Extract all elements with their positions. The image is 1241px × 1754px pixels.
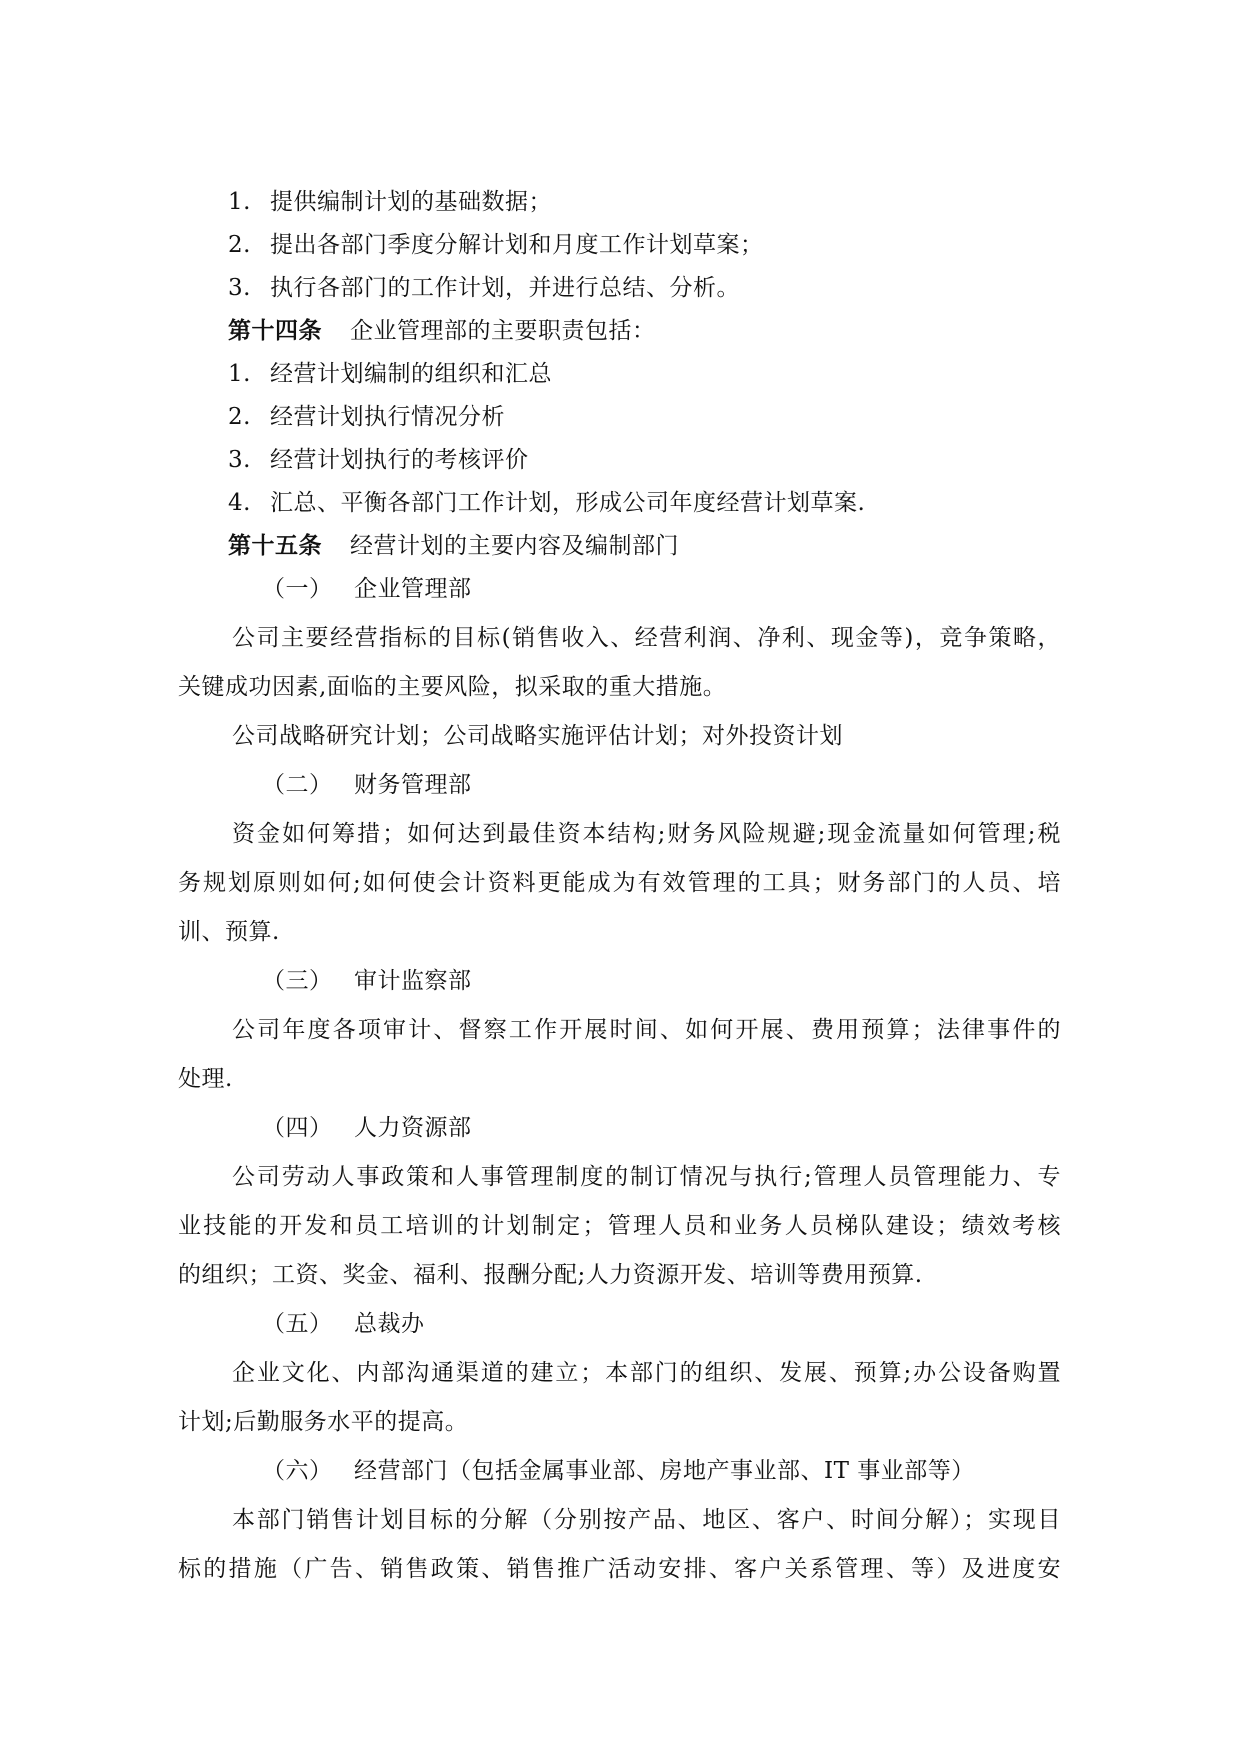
article-heading: 第十五条 [228,532,322,559]
list-text: 经营计划执行情况分析 [270,404,505,430]
paragraph-line: 公司主要经营指标的目标(销售收入、经营利润、净利、现金等)，竞争策略， [232,625,1061,651]
article-text: 经营计划的主要内容及编制部门 [350,533,679,559]
section-number: （二） [262,772,333,798]
list-text: 汇总、平衡各部门工作计划，形成公司年度经营计划草案. [270,490,866,516]
paragraph-line: 标的措施（广告、销售政策、销售推广活动安排、客户关系管理、等）及进度安 [178,1556,1061,1582]
list-number: 2. [228,404,251,430]
paragraph-line: 公司年度各项审计、督察工作开展时间、如何开展、费用预算；法律事件的 [232,1017,1061,1043]
article-14 [228,316,656,346]
section-title: 总裁办 [354,1311,425,1337]
list-text: 执行各部门的工作计划，并进行总结、分析。 [270,275,740,301]
paragraph-line: 企业文化、内部沟通渠道的建立；本部门的组织、发展、预算;办公设备购置 [232,1360,1061,1386]
section-heading [262,966,472,996]
list-item [228,273,740,303]
section-heading [262,574,472,604]
list-item [228,359,552,389]
article-15 [228,531,679,561]
paragraph-line: 公司劳动人事政策和人事管理制度的制订情况与执行;管理人员管理能力、专 [232,1164,1061,1190]
article-text: 企业管理部的主要职责包括： [350,318,656,344]
section-title: 审计监察部 [354,968,472,994]
section-number: （一） [262,576,333,602]
section-number: （六） [262,1458,333,1484]
paragraph-line: 本部门销售计划目标的分解（分别按产品、地区、客户、时间分解）；实现目 [232,1507,1061,1533]
list-text: 经营计划执行的考核评价 [270,447,529,473]
section-heading [262,770,472,800]
list-number: 3. [228,447,251,473]
section-heading [262,1113,472,1143]
section-number: （四） [262,1115,333,1141]
list-text: 提供编制计划的基础数据； [270,189,552,215]
list-item [228,402,505,432]
section-heading [262,1309,425,1339]
list-text: 提出各部门季度分解计划和月度工作计划草案； [270,232,764,258]
paragraph-line: 务规划原则如何;如何使会计资料更能成为有效管理的工具；财务部门的人员、培 [178,870,1061,896]
list-number: 1. [228,189,251,215]
list-item [228,230,764,260]
section-title: 企业管理部 [354,576,472,602]
paragraph-line: 的组织；工资、奖金、福利、报酬分配;人力资源开发、培训等费用预算. [178,1262,923,1288]
paragraph-line: 训、预算. [178,919,280,945]
paragraph-line: 计划;后勤服务水平的提高。 [178,1409,469,1435]
paragraph-line: 业技能的开发和员工培训的计划制定；管理人员和业务人员梯队建设；绩效考核 [178,1213,1061,1239]
list-number: 2. [228,232,251,258]
list-text: 经营计划编制的组织和汇总 [270,361,552,387]
paragraph-line: 资金如何筹措；如何达到最佳资本结构;财务风险规避;现金流量如何管理;税 [232,821,1061,847]
section-title: 经营部门（包括金属事业部、房地产事业部、IT 事业部等） [354,1458,975,1484]
paragraph-line: 公司战略研究计划；公司战略实施评估计划；对外投资计划 [232,723,843,749]
list-item [228,445,529,475]
section-heading [262,1456,975,1486]
list-number: 3. [228,275,251,301]
section-number: （五） [262,1311,333,1337]
paragraph-line: 关键成功因素,面临的主要风险，拟采取的重大措施。 [178,674,727,700]
list-number: 4. [228,490,251,516]
section-title: 人力资源部 [354,1115,472,1141]
list-item [228,488,865,518]
list-item [228,187,552,217]
list-number: 1. [228,361,251,387]
section-title: 财务管理部 [354,772,472,798]
section-number: （三） [262,968,333,994]
paragraph-line: 处理. [178,1066,233,1092]
article-heading: 第十四条 [228,317,322,344]
